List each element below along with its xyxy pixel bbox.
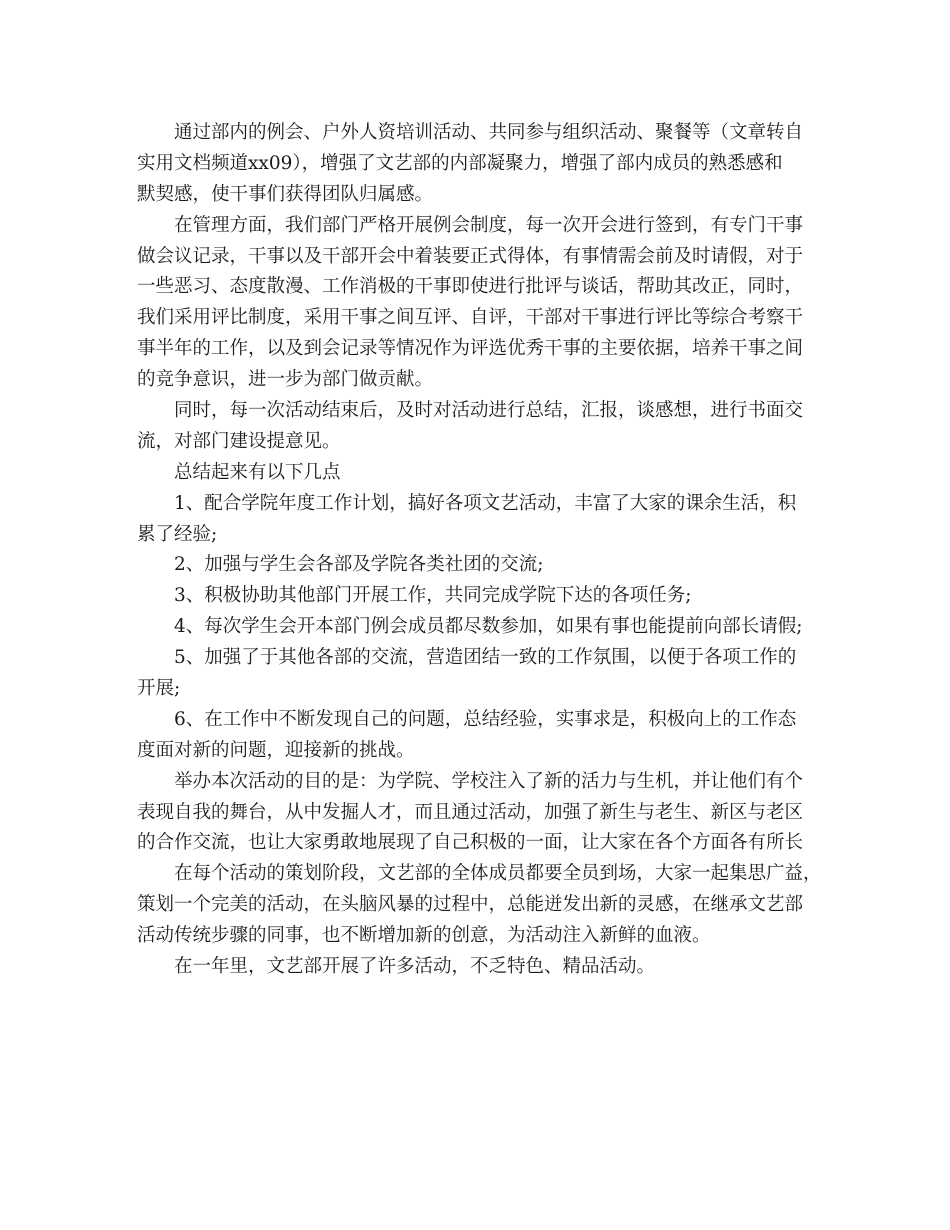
text-line: 一些恶习、态度散漫、工作消极的干事即使进行批评与谈话，帮助其改正，同时， <box>137 276 804 298</box>
text-line: 策划一个完美的活动，在头脑风暴的过程中，总能迸发出新的灵感，在继承文艺部 <box>137 894 804 916</box>
text-line: 开展; <box>137 678 181 700</box>
text-line: 4、每次学生会开本部门例会成员都尽数参加，如果有事也能提前向部长请假; <box>174 616 803 638</box>
text-line: 2、加强与学生会各部及学院各类社团的交流; <box>174 554 544 576</box>
text-line: 事半年的工作，以及到会记录等情况作为评选优秀干事的主要依据，培养干事之间 <box>137 338 804 360</box>
text-line: 3、积极协助其他部门开展工作，共同完成学院下达的各项任务; <box>174 585 692 607</box>
text-line: 流，对部门建设提意见。 <box>137 430 341 452</box>
text-line: 的竞争意识，进一步为部门做贡献。 <box>137 369 434 391</box>
text-line: 做会议记录，干事以及干部开会中着装要正式得体，有事情需会前及时请假，对于 <box>137 245 804 267</box>
document-body <box>137 118 822 983</box>
text-line: 同时，每一次活动结束后，及时对活动进行总结，汇报，谈感想，进行书面交 <box>174 400 804 422</box>
text-line: 举办本次活动的目的是：为学院、学校注入了新的活力与生机，并让他们有个 <box>174 770 804 792</box>
text-line: 累了经验; <box>137 523 218 545</box>
text-line: 在一年里，文艺部开展了许多活动，不乏特色、精品活动。 <box>174 956 656 978</box>
text-line: 实用文档频道xx09），增强了文艺部的内部凝聚力，增强了部内成员的熟悉感和 <box>137 152 783 174</box>
text-line: 默契感，使干事们获得团队归属感。 <box>137 183 434 205</box>
text-line: 在管理方面，我们部门严格开展例会制度，每一次开会进行签到，有专门干事 <box>174 214 804 236</box>
text-line: 在每个活动的策划阶段，文艺部的全体成员都要全员到场，大家一起集思广益， <box>174 863 822 885</box>
text-line: 我们采用评比制度，采用干事之间互评、自评，干部对干事进行评比等综合考察干 <box>137 307 804 329</box>
text-line: 5、加强了于其他各部的交流，营造团结一致的工作氛围，以便于各项工作的 <box>174 647 797 669</box>
text-line: 活动传统步骤的同事，也不断增加新的创意，为活动注入新鲜的血液。 <box>137 925 711 947</box>
text-line: 总结起来有以下几点 <box>174 461 341 483</box>
text-line: 度面对新的问题，迎接新的挑战。 <box>137 739 415 761</box>
text-line: 通过部内的例会、户外人资培训活动、共同参与组织活动、聚餐等（文章转自 <box>174 122 804 143</box>
text-line: 1、配合学院年度工作计划，搞好各项文艺活动，丰富了大家的课余生活，积 <box>174 492 797 514</box>
text-line: 的合作交流，也让大家勇敢地展现了自己积极的一面，让大家在各个方面各有所长 <box>137 832 804 854</box>
text-line: 6、在工作中不断发现自己的问题，总结经验，实事求是，积极向上的工作态 <box>174 708 797 730</box>
text-line: 表现自我的舞台，从中发掘人才，而且通过活动，加强了新生与老生、新区与老区 <box>137 801 804 823</box>
